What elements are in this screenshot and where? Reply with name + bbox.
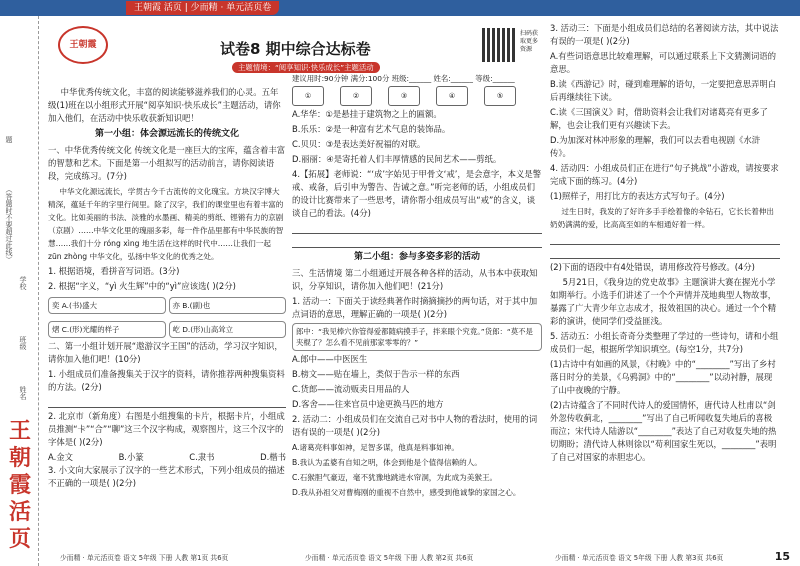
answer-line[interactable]	[48, 396, 286, 408]
brand-logo-vertical: 王朝霞活页	[8, 418, 31, 552]
calligraphy-icon: ②	[340, 86, 372, 106]
section-heading: 第二小组：参与多姿多彩的活动	[353, 252, 480, 262]
page-footer: 少而精 · 单元活页卷 语文 5年级 下册 人教 第3页 共6页	[555, 554, 724, 562]
brand-badge: 王朝霞	[58, 26, 108, 64]
plaque-icon: ①	[292, 86, 324, 106]
option: A.有些词语意思比较难理解，可以通过联系上下文猜测词语的意思。	[550, 51, 776, 74]
answer-line[interactable]	[550, 233, 780, 245]
seal-icon: ⑤	[484, 86, 516, 106]
option[interactable]: A.金文	[48, 452, 73, 462]
question-1-intro: 一、中华优秀传统文化 传统文化是一座巨大的宝库，蕴含着丰富的智慧和艺术。下面是第一小组拟写的活动前言，请你阅读语段，完成练习。(7分)	[48, 145, 286, 181]
strip-label: 学校	[19, 276, 27, 290]
question-2-4: 4.【拓展】老师说：“‘成’字始见于甲骨文‘戒’，是会意字，本义是警戒、戒备，后引申为警告、告诫之意。”听完老师的话，小组成员们的设计比赛带来了一些思考，请你帮小组成员写出“戒”的含义，谈谈自己的看法。(4分)	[292, 169, 542, 218]
answer-line[interactable]	[292, 222, 542, 234]
question-3-1: 1. 活动一：下面关于读经典著作时摘摘摘抄的两句话，对于其中加点词语的意思，理解正确的一项是( )(2分)	[292, 296, 538, 319]
question-3-5: 5. 活动五：小组长奇奇分类整理了学过的一些诗句，请和小组成员们一起，根据所学知识填空。(每空1分，共7分)	[550, 331, 779, 354]
brand-header: 王朝霞 活页 | 少而精 · 单元活页卷	[126, 1, 279, 15]
question-2-2: 2. 北京市（新角度）右图是小组搜集的卡片，根据卡片，小组成员推测“卡”“合”“聊”这三个汉字构成，观察图片，这三个汉字的字体是( )(2分)	[48, 411, 285, 447]
question-1-passage: 中华文化源远流长，学贯古今千古流传的文化瑰宝。方块汉字博大精深，蕴延千年的字里行间里。除了汉字，我们的课堂里也有着丰富的文化。比如美丽的书法、淡雅的水墨画、精美的剪纸、铿锵有力的京剧（京剧）……中华文化里的瑰丽多彩，每一件作品里都有中华民族的智慧……我们十分 róng xìng 地生活在这样的时代中……让我们一起 zūn zhòng 中华文化，弘扬中华文化的优秀之处。	[48, 187, 284, 261]
question-3-4-1: (1)照样子，用打比方的表达方式写句子。(4分)	[550, 191, 725, 201]
top-band	[0, 0, 800, 16]
strip-label: 题	[5, 136, 13, 143]
option[interactable]: D.楷书	[260, 452, 286, 462]
intro-text: 中华优秀传统文化，丰富的阅读能够滋养我们的心灵。五年级(1)班在以小组形式开展“阅享知识·快乐成长”主题活动，请你加入他们，在活动中快乐收获新知识吧！	[48, 87, 281, 123]
option: C.货郎——流动贩卖日用品的人	[292, 384, 410, 394]
option[interactable]: C.隶书	[189, 452, 215, 462]
option: C.石猴胆气豪迈，毫不犹豫地跳进水帘洞，为此成为美猴王。	[292, 473, 498, 482]
question-2-2-options	[48, 451, 286, 464]
question-3-4: 4. 活动四：小组成员们正在进行“句子挑战”小游戏，请按要求完成下面的练习。(4分)	[550, 163, 779, 186]
page-title: 试卷8 期中综合达标卷	[220, 40, 371, 58]
papercut-icon: ④	[436, 86, 468, 106]
editing-passage: 5月21日，《我身边的党史故事》主题演讲大赛在握光小学如期举行。小选手们讲述了一个个声情并茂地典型人物故事，暴露了广大青少年立志成才，报效祖国的决心。通过一个个精彩的演讲，使同学们受益匪浅。	[550, 277, 777, 326]
question-2-3: 3. 小文向大家展示了汉字的一些艺术形式，下列小组成员的描述不正确的一项是( )(2分)	[48, 465, 285, 488]
column-2	[292, 86, 542, 501]
column-3	[550, 22, 780, 466]
art-form-images	[292, 86, 542, 106]
page-footer: 少而精 · 单元活页卷 语文 5年级 下册 人教 第1页 共6页	[60, 554, 229, 562]
qr-code-icon[interactable]	[482, 28, 516, 62]
question-3-5-2: (2)古诗蕴含了不同时代诗人的爱国情怀，唐代诗人杜甫以“剑外忽传收蓟北，________”写出了自己听闻收复失地后的喜极而泣；宋代诗人陆游以“________”表达了自己对收复失地的热切期盼；清代诗人林则徐以“苟利国家生死以，________”表明了自己对国家的赤胆忠心。	[550, 400, 777, 462]
option: D.为加深对林冲形象的理解，我们可以去看电视剧《水浒传》。	[550, 135, 761, 158]
qr-caption: 扫码获取更多资源	[520, 30, 539, 53]
answer-line[interactable]	[292, 236, 542, 248]
option-card: 屹 D.(形)山高耸立	[169, 321, 287, 338]
question-1-2: 2. 根据“字义，“yì 火生辉”中的“yì”应该选( )(2分)	[48, 281, 236, 291]
exam-meta: 建议用时:90分钟 满分:100分 班级:______ 姓名:______ 等级:______	[292, 74, 515, 83]
section-heading: 第一小组：体会源远流长的传统文化	[94, 129, 239, 139]
question-1-1: 1. 根据语境，看拼音写词语。(3分)	[48, 266, 180, 276]
question-3-4-2: (2)下面的语段中有4处错误，请用修改符号修改。(4分)	[550, 262, 755, 272]
option-card: 熠 C.(形)光耀的样子	[48, 321, 166, 338]
option: D.我从孙祖父对曹梅刚的重视不自然中，感受到他诚挚的家国之心。	[292, 488, 521, 497]
question-2-1: 1. 小组成员们准备搜集关于汉字的资料，请你推荐两种搜集资料的方法。(2分)	[48, 369, 285, 392]
question-3-2: 2. 活动二：小组成员们在交流自己对书中人物的看法时，使用的词语有误的一项是( )(2分)	[292, 414, 538, 437]
quote-box: 郎中：“我见棒穴你管得爱都随病摸手子，拌来眼个究竟。”货郎：“莫不是夹棍了？怎么看不见前那家零零的？”	[292, 323, 542, 351]
option: B.我认为孟婆有自知之明，体会到他是个值得信赖的人。	[292, 458, 482, 467]
option: C.贝贝：③是表达美好祝福的对联。	[292, 139, 426, 149]
question-2-intro: 二、第一小组计划开展“遨游汉字王国”的活动，学习汉字知识，请你加入他们吧！(10分)	[48, 341, 283, 364]
answer-line[interactable]	[550, 247, 780, 259]
page-number: 15	[774, 550, 790, 563]
option: A.华华：①是悬挂于建筑物之上的匾额。	[292, 109, 442, 119]
option-card: 奕 A.(书)盛大	[48, 297, 166, 314]
question-3-5-1: (1)古诗中有如画的风景，《村晚》中的“________”写出了乡村落日时分的美景，《乌鸦洞》中的“________”以动衬静，展现了山中夜晚的宁静。	[550, 359, 776, 395]
question-3-3: 3. 活动三：下面是小组成员们总结的名著阅读方法，其中说法有误的一项是( )(2分)	[550, 23, 779, 46]
example-sentence: 过生日时，我发的了好许多手手绘着像的伞钻石，它长长着伸出奶奶满满的爱，比高高至如的车相通好着一样。	[550, 207, 775, 229]
option: C.读《三国演义》时，借助资料会让我们对诸葛亮有更多了解，也会让我们更有兴趣读下去。	[550, 107, 768, 130]
option: A.诸葛亮料事如神，足智多谋，他真是料事如神。	[292, 443, 459, 452]
option: D.客舍——往来官员中途更换马匹的地方	[292, 399, 444, 409]
strip-label: 班级	[19, 336, 27, 350]
option-card: 亦 B.(副)也	[169, 297, 287, 314]
page-footer: 少而精 · 单元活页卷 语文 5年级 下册 人教 第2页 共6页	[305, 554, 474, 562]
option: B.榜文——贴在墙上，类似于告示一样的东西	[292, 369, 460, 379]
column-1	[48, 86, 286, 492]
couplet-icon: ③	[388, 86, 420, 106]
strip-label: （答题时不要超过此线）	[5, 186, 13, 263]
option: A.郎中——中医医生	[292, 354, 368, 364]
theme-banner: 主题情境：“阅享知识·快乐成长”主题活动	[232, 62, 380, 73]
question-3-intro: 三、生活情境 第二小组通过开展各种各样的活动，从书本中获取知识，分享知识，请你加入他们吧！(21分)	[292, 268, 538, 291]
option[interactable]: B.小篆	[118, 452, 144, 462]
option: B.读《西游记》时，碰到难理解的语句，一定要把意思弄明白后再继续往下读。	[550, 79, 777, 102]
option: D.丽丽：④是寄托着人们丰厚情感的民间艺术——剪纸。	[292, 154, 502, 164]
option: B.乐乐：②是一种富有艺术气息的装饰品。	[292, 124, 451, 134]
dictionary-options	[48, 295, 286, 340]
strip-label: 姓名	[19, 386, 27, 400]
